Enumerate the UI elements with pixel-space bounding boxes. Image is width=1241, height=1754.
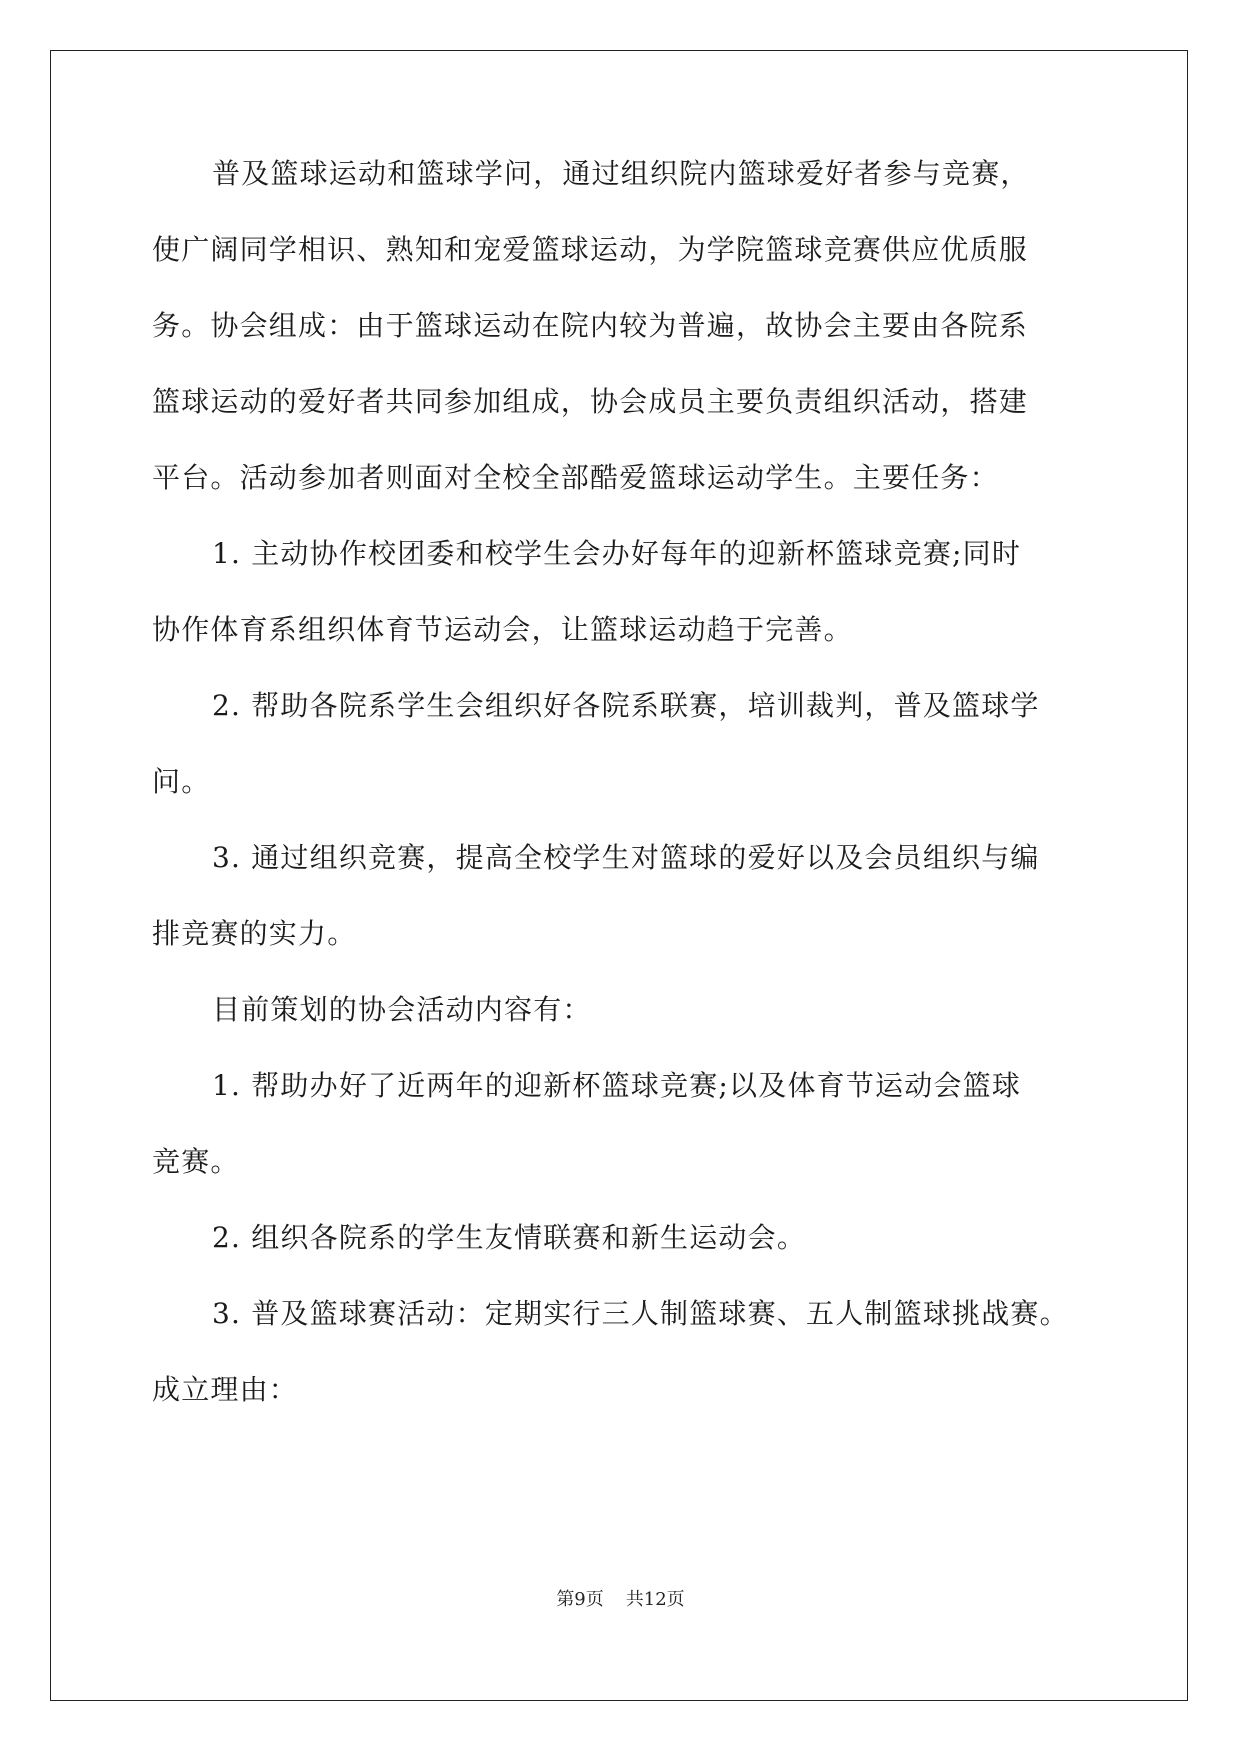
paragraph-line: 使广阔同学相识、熟知和宠爱篮球运动，为学院篮球竞赛供应优质服 — [152, 233, 1029, 266]
paragraph-line: 务。协会组成：由于篮球运动在院内较为普遍，故协会主要由各院系 — [152, 309, 1029, 342]
paragraph-line: 1. 帮助办好了近两年的迎新杯篮球竞赛;以及体育节运动会篮球 — [212, 1069, 1022, 1102]
paragraph-line: 目前策划的协会活动内容有： — [212, 993, 592, 1026]
paragraph-line: 问。 — [152, 765, 211, 798]
paragraph-line: 篮球运动的爱好者共同参加组成，协会成员主要负责组织活动，搭建 — [152, 385, 1029, 418]
page-border — [50, 50, 1188, 1701]
page-footer — [0, 1588, 1241, 1612]
paragraph-line: 成立理由： — [152, 1373, 299, 1406]
paragraph-line: 协作体育系组织体育节运动会，让篮球运动趋于完善。 — [152, 613, 853, 646]
paragraph-line: 竞赛。 — [152, 1145, 240, 1178]
paragraph-line: 排竞赛的实力。 — [152, 917, 357, 950]
page-number-current: 第9页 — [556, 1589, 604, 1610]
paragraph-line: 2. 组织各院系的学生友情联赛和新生运动会。 — [212, 1221, 807, 1254]
page-number-total: 共12页 — [625, 1589, 685, 1610]
paragraph-line: 3. 普及篮球赛活动：定期实行三人制篮球赛、五人制篮球挑战赛。 — [212, 1297, 1069, 1330]
paragraph-line: 平台。活动参加者则面对全校全部酷爱篮球运动学生。主要任务： — [152, 461, 999, 494]
paragraph-line: 1. 主动协作校团委和校学生会办好每年的迎新杯篮球竞赛;同时 — [212, 537, 1022, 570]
paragraph-line: 3. 通过组织竞赛，提高全校学生对篮球的爱好以及会员组织与编 — [212, 841, 1040, 874]
paragraph-line: 普及篮球运动和篮球学问，通过组织院内篮球爱好者参与竞赛， — [212, 157, 1030, 190]
paragraph-line: 2. 帮助各院系学生会组织好各院系联赛，培训裁判，普及篮球学 — [212, 689, 1040, 722]
